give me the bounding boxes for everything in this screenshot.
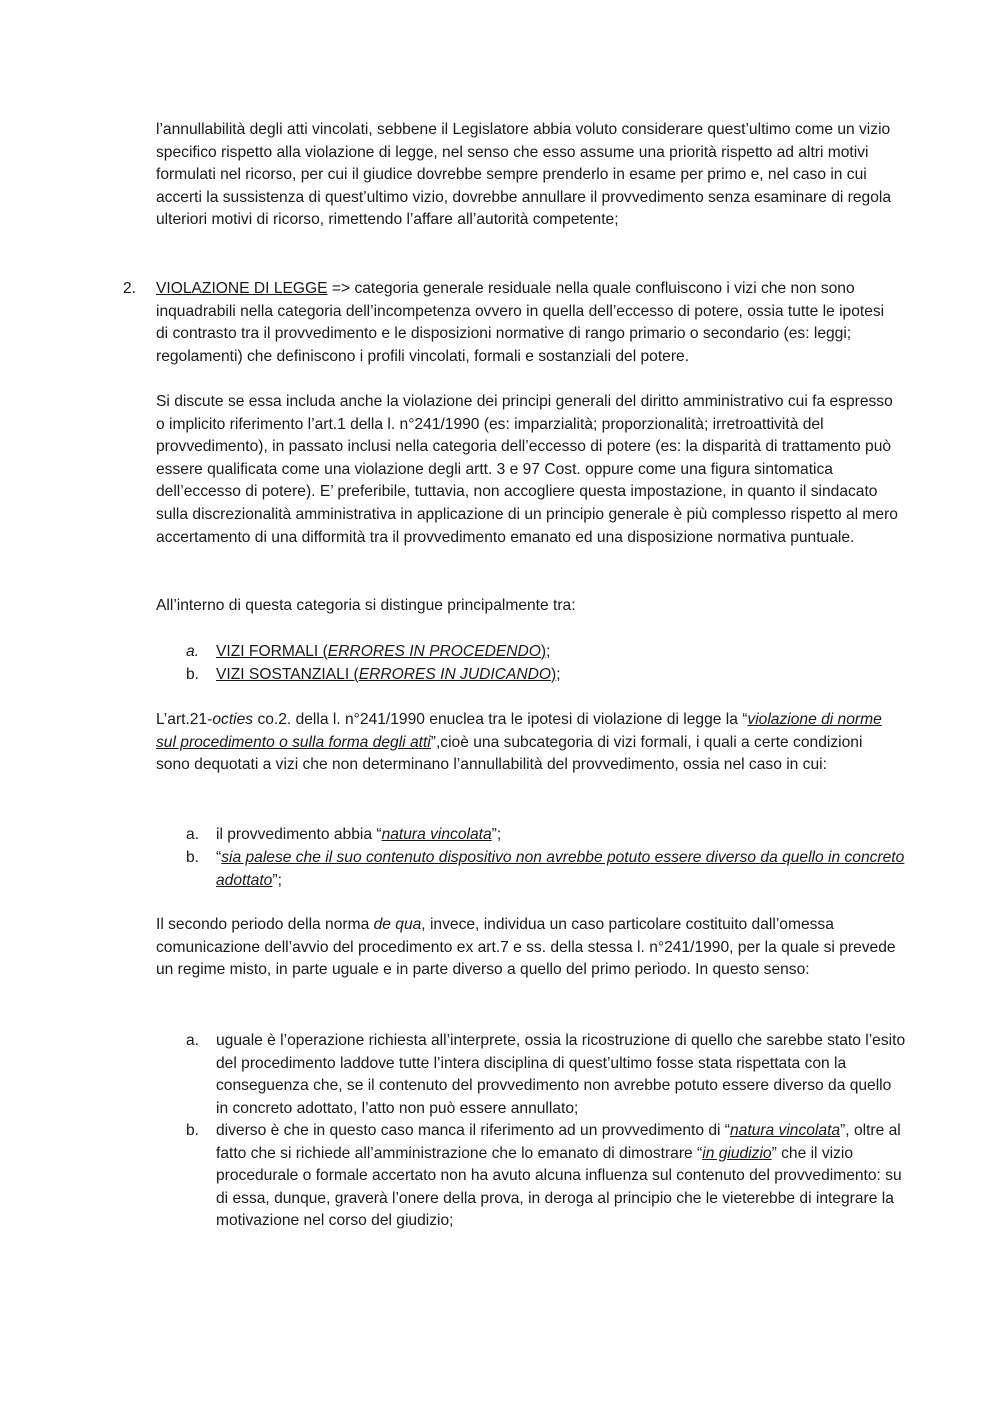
article-paragraph: L’art.21-octies co.2. della l. n°241/1990 enuclea tra le ipotesi di violazione di legge la “violazione di norme sul procedimento o sulla forma degli atti”,cioè una subcategoria di vizi formali, i quali a certe condizioni sono dequotati a vizi che non determinano l’annullabilità del provvedimento, ossia nel caso in cui: (156, 711, 882, 774)
list-item-vizi-sostanziali: VIZI SOSTANZIALI (ERRORES IN JUDICANDO); (216, 666, 561, 683)
section-heading-text: => categoria generale residuale nella quale confluiscono i vizi che non sono inquadrabili nella categoria dell’incompetenza ovvero in quella dell’eccesso di potere, ossia tutte le ipotesi di contrasto tra il provvedimento e le disposizioni normative di rango primario o secondario (es: leggi; regolamenti) che definiscono i profili vincolati, formali e sostanziali del potere. (156, 280, 885, 365)
list-label: a. (186, 1032, 200, 1049)
section-heading: VIOLAZIONE DI LEGGE (156, 280, 328, 297)
list-label: a. (186, 643, 200, 660)
intro-paragraph: l’annullabilità degli atti vincolati, sebbene il Legislatore abbia voluto considerare quest’ultimo come un vizio specifico rispetto alla violazione di legge, nel senso che esso assume una priorità rispetto ad altri motivi formulati nel ricorso, per cui il giudice dovrebbe sempre prenderlo in esame per primo e, nel caso in cui accerti la sussistenza di quest’ultimo vizio, dovrebbe annullare il provvedimento senza esaminare di regola ulteriori motivi di ricorso, rimettendo l’affare all’autorità competente; (156, 121, 892, 229)
list-item-palese: “sia palese che il suo contenuto dispositivo non avrebbe potuto essere diverso da quello in concreto adottato”; (216, 849, 905, 889)
list-label: b. (186, 666, 200, 683)
list-item-vizi-formali: VIZI FORMALI (ERRORES IN PROCEDENDO); (216, 643, 551, 660)
section-number: 2. (123, 280, 137, 297)
second-period-paragraph: Il secondo periodo della norma de qua, invece, individua un caso particolare costituito dall’omessa comunicazione dell’avvio del procedimento ex art.7 e ss. della stessa l. n°241/1990, per la quale si prevede un regime misto, in parte uguale e in parte diverso a quello del primo periodo. In questo senso: (156, 916, 896, 979)
categories-intro: All’interno di questa categoria si distingue principalmente tra: (156, 597, 576, 614)
list-item-natura-vincolata: il provvedimento abbia “natura vincolata”; (216, 826, 502, 843)
list-item-uguale: uguale è l’operazione richiesta all’interprete, ossia la ricostruzione di quello che sarebbe stato l’esito del procedimento laddove tutte l’intera disciplina di quest’ultimo fosse stata rispettata con la conseguenza che, se il contenuto del provvedimento non avrebbe potuto essere diverso da quello in concreto adottato, l’atto non può essere annullato; (216, 1032, 906, 1117)
list-label: a. (186, 826, 200, 843)
list-label: b. (186, 1122, 200, 1139)
discussion-paragraph: Si discute se essa includa anche la violazione dei principi generali del diritto amministrativo cui fa espresso o implicito riferimento l’art.1 della l. n°241/1990 (es: imparzialità; proporzionalità; irretroattività del provvedimento), in passato inclusi nella categoria dell’eccesso di potere (es: la disparità di trattamento può essere qualificata come una violazione degli artt. 3 e 97 Cost. oppure come una figura sintomatica dell’eccesso di potere). E’ preferibile, tuttavia, non accogliere questa impostazione, in quanto il sindacato sulla discrezionalità amministrativa in applicazione di un principio generale è più complesso rispetto al mero accertamento di una difformità tra il provvedimento emanato ed una disposizione normativa puntuale. (156, 393, 898, 546)
section-heading-paragraph (156, 278, 900, 368)
list-label: b. (186, 849, 200, 866)
list-item-diverso: diverso è che in questo caso manca il riferimento ad un provvedimento di “natura vincolata”, oltre al fatto che si richiede all’amministrazione che lo emanato di dimostrare “in giudizio” che il vizio procedurale o formale accertato non ha avuto alcuna influenza sul contenuto del provvedimento: su di essa, dunque, graverà l’onere della prova, in deroga al principio che le vieterebbe di integrare la motivazione nel corso del giudizio; (216, 1122, 902, 1230)
